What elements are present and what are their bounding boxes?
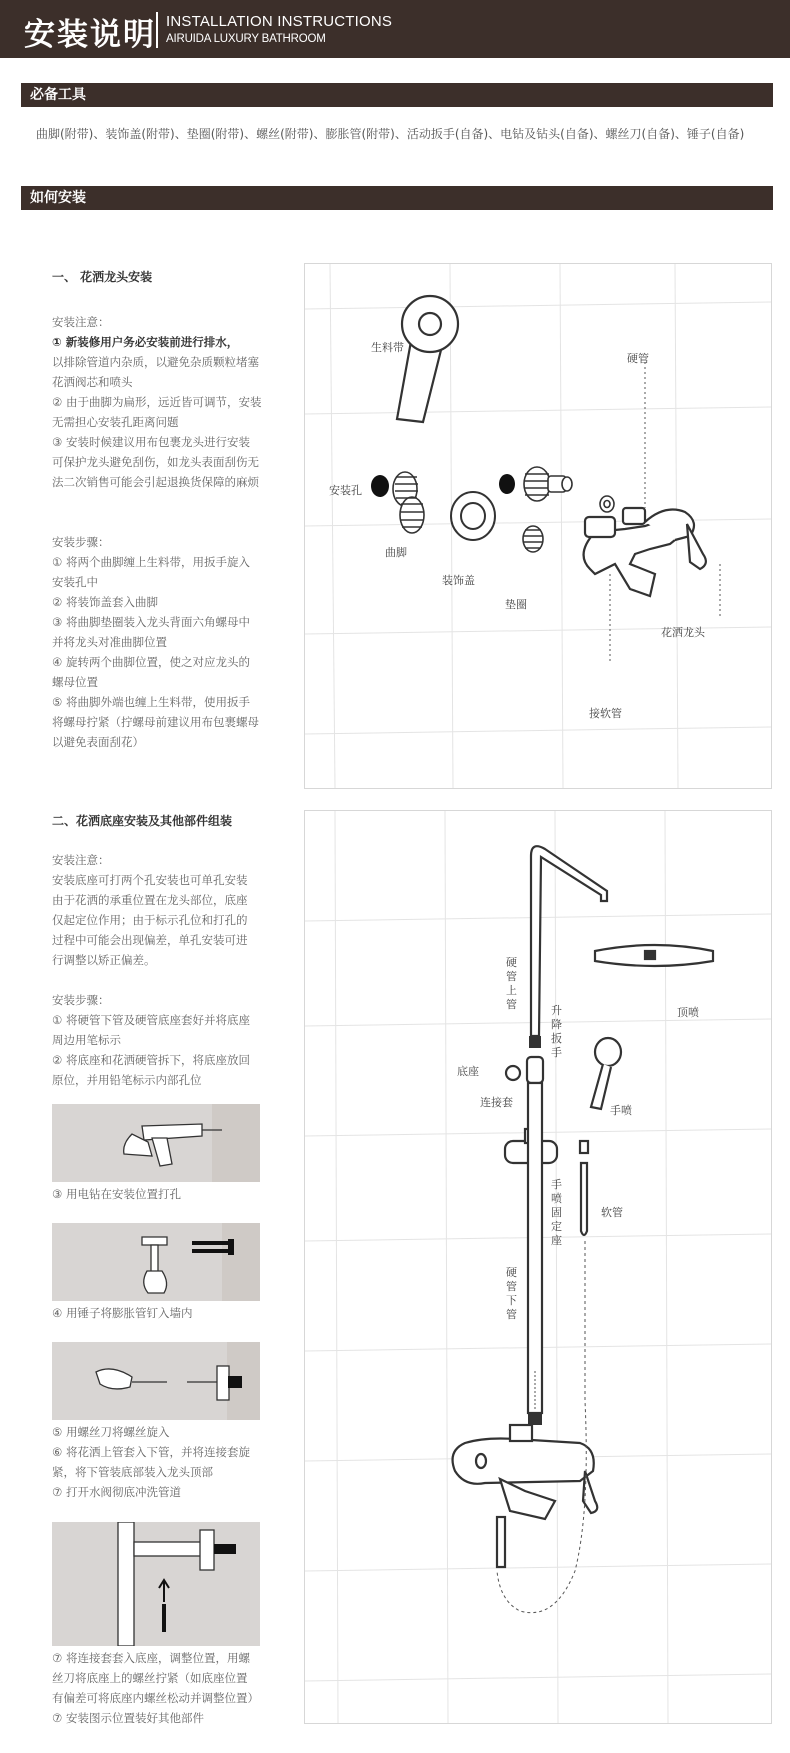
caption-line: ⑦ 将连接套套入底座，调整位置，用螺 [52,1651,250,1665]
label-install-hole: 安装孔 [329,484,362,497]
step1-note-line: 无需担心安装孔距离问题 [52,415,179,429]
step1-note-line: 花洒阀芯和喷头 [52,375,133,389]
caption-line: ⑤ 用螺丝刀将螺丝旋入 [52,1425,170,1439]
base-fitting-icon [52,1522,260,1646]
header-bar [0,0,790,58]
step1-step-line: 以避免表面刮花） [52,735,144,749]
step2-note-line: 行调整以矫正偏差。 [52,953,156,967]
label-hard-pipe: 硬管 [627,352,649,365]
step1-steps-title: 安装步骤： [52,535,110,549]
caption-line: ⑦ 打开水阀彻底冲洗管道 [52,1485,181,1499]
header-divider [156,12,158,48]
label-hose: 软管 [601,1206,623,1219]
step1-step-line: ② 将装饰盖套入曲脚 [52,595,158,609]
label-char: 定 [551,1220,562,1233]
hand-spray-icon [591,1038,621,1109]
shower-faucet-icon [453,1425,598,1567]
caption-line: ⑦ 安装图示位置装好其他部件 [52,1711,204,1725]
label-char: 手 [551,1046,562,1059]
step1-note-line: ① 新装修用户务必安装前进行排水， [52,335,239,349]
label-sleeve: 连接套 [480,1096,513,1109]
step1-note-line: ③ 安装时候建议用布包裹龙头进行安装 [52,435,250,449]
label-tape: 生料带 [371,341,404,354]
caption-hammer: ④ 用锤子将膨胀管钉入墙内 [52,1306,193,1320]
decorative-cover-icon [451,492,495,540]
label-washer: 垫圈 [505,598,527,611]
label-hose-pipe: 接软管 [589,707,622,720]
header-title-en: INSTALLATION INSTRUCTIONS [166,13,393,30]
step1-title: 一、 花洒龙头安装 [52,270,153,284]
label-char: 硬 [506,1266,517,1279]
shower-diagram-panel [304,810,772,1724]
hammer-illustration [52,1223,260,1301]
step2-note-line: 仅起定位作用；由于标示孔位和打孔的 [52,913,248,927]
hammer-icon [52,1223,260,1301]
label-char: 硬 [506,956,517,969]
label-char: 手 [551,1178,562,1191]
thread-icon [529,1036,541,1048]
base-fitting-illustration [52,1522,260,1646]
label-hand-spray: 手喷 [610,1104,632,1117]
step2-step-line: 周边用笔标示 [52,1033,121,1047]
caption-line: 紧，将下管装底部装入龙头顶部 [52,1465,213,1479]
tools-list: 曲脚(附带)、装饰盖(附带)、垫圈(附带)、螺丝(附带)、膨胀管(附带)、活动扳手(自备)、电钻及钻头(自备)、螺丝刀(自备)、锤子(自备) [36,127,745,141]
label-hard-upper [506,956,521,1011]
step1-note-line: 可保护龙头避免刮伤，如龙头表面刮伤无 [52,455,259,469]
step1-step-line: 安装孔中 [52,575,98,589]
elbow-icon [393,472,424,533]
caption-line: 有偏差可将底座内螺丝松动并调整位置） [52,1691,259,1705]
step1-note-line: 以排除管道内杂质，以避免杂质颗粒堵塞 [52,355,259,369]
install-hole-icon [499,474,515,494]
label-char: 管 [506,998,517,1011]
elbow-icon [524,467,572,501]
label-char: 升 [551,1004,562,1017]
faucet-diagram-panel [304,263,772,789]
step1-step-line: ④ 旋转两个曲脚位置，使之对应龙头的 [52,655,250,669]
label-char: 管 [506,1280,517,1293]
screwdriver-icon [52,1342,260,1420]
drill-icon [52,1104,260,1182]
label-char: 扳 [551,1032,562,1045]
sleeve-icon [506,1057,543,1083]
step1-step-line: 并将龙头对准曲脚位置 [52,635,167,649]
step1-step-line: 螺母位置 [52,675,98,689]
drill-illustration [52,1104,260,1182]
step1-note-line: ② 由于曲脚为扁形，远近皆可调节，安装 [52,395,262,409]
label-top-spray: 顶喷 [677,1006,699,1019]
install-hole-icon [371,475,389,497]
step2-title: 二、花洒底座安装及其他部件组装 [52,814,233,828]
label-faucet: 花洒龙头 [661,626,705,639]
step1-step-line: ③ 将曲脚垫圈装入龙头背面六角螺母中 [52,615,250,629]
step2-step-line: ② 将底座和花洒硬管拆下，将底座放回 [52,1053,250,1067]
label-cover: 装饰盖 [442,574,475,587]
step1-notes-title: 安装注意： [52,315,110,329]
step2-steps-title: 安装步骤： [52,993,110,1007]
tape-roll-icon [397,296,458,422]
tools-section-bar: 必备工具 [21,83,773,107]
label-char: 固 [551,1206,562,1219]
label-base: 底座 [457,1065,479,1078]
label-hard-lower [506,1266,521,1321]
caption-final [52,1648,259,1728]
step2-note-line: 由于花洒的承重位置在龙头部位，底座 [52,893,248,907]
lower-pipe-icon [528,1083,542,1413]
screwdriver-illustration [52,1342,260,1420]
step1-step-line: ① 将两个曲脚缠上生料带，用扳手旋入 [52,555,250,569]
caption-line: 丝刀将底座上的螺丝拧紧（如底座位置 [52,1671,248,1685]
top-spray-icon [595,945,713,966]
step2-step-line: 原位，并用铅笔标示内部孔位 [52,1073,202,1087]
step2-step-line: ① 将硬管下管及硬管底座套好并将底座 [52,1013,250,1027]
shower-diagram [305,811,771,1723]
step1-step-line: 将螺母拧紧（拧螺母前建议用布包裹螺母 [52,715,259,729]
step2-note-line: 安装底座可打两个孔安装也可单孔安装 [52,873,248,887]
shower-faucet-icon [584,508,706,596]
caption-line: ⑥ 将花洒上管套入下管，并将连接套旋 [52,1445,250,1459]
hose-icon [580,1141,588,1235]
step2-text [52,850,292,1090]
label-char: 座 [551,1234,562,1247]
label-char: 下 [506,1294,517,1307]
label-elbow: 曲脚 [385,546,407,559]
label-char: 喷 [551,1192,562,1205]
header-title-cn: 安装说明 [24,17,156,53]
label-char: 管 [506,970,517,983]
thread-icon [528,1413,542,1425]
install-section-bar: 如何安装 [21,186,773,210]
step1-text [52,312,292,752]
label-char: 管 [506,1308,517,1321]
step2-note-line: 过程中可能会出现偏差，单孔安装可进 [52,933,248,947]
caption-drill: ③ 用电钻在安装位置打孔 [52,1187,181,1201]
step2-notes-title: 安装注意： [52,853,110,867]
step1-note-line: 法二次销售可能会引起退换货保障的麻烦 [52,475,259,489]
header-subtitle-en: AIRUIDA LUXURY BATHROOM [166,33,326,45]
label-lift [551,1003,566,1059]
upper-pipe-icon [531,846,607,1036]
label-char: 降 [551,1018,562,1031]
faucet-diagram [305,264,771,788]
step1-step-line: ⑤ 将曲脚外端也缠上生料带，使用扳手 [52,695,250,709]
label-char: 上 [506,984,517,997]
caption-step5-7 [52,1422,250,1502]
